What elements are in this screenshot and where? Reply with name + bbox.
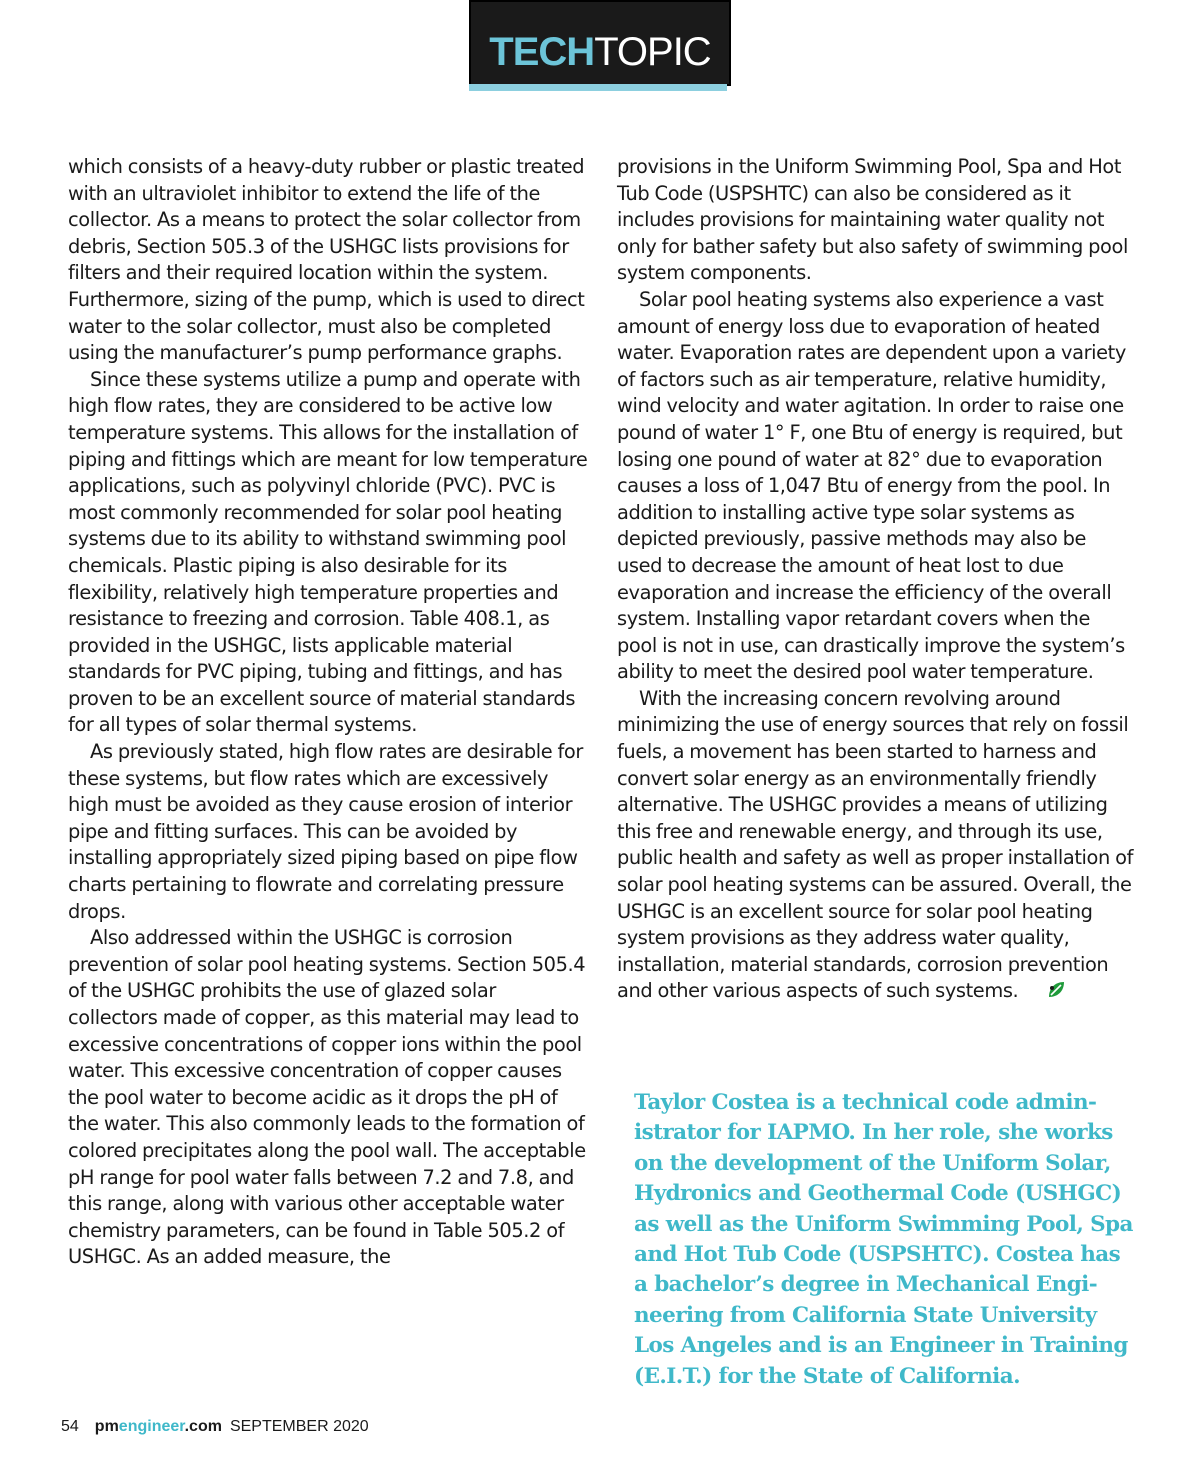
brand-pm: pm xyxy=(94,1418,119,1435)
header-topic: TOPIC xyxy=(594,30,711,74)
header-tech: TECH xyxy=(489,30,595,74)
left-paragraph-4: Also addressed within the USHGC is corrosion prevention of solar pool heating systems. Section 505.4 of the USHGC prohibits the use of glazed solar collectors made of copper, as this material may lead to excessive concentrations of copper ions within the pool water. This excessive concentration of copper causes the pool water to become acidic as it drops the pH of the water. This also commonly leads to the formation of colored precipitates along the pool wall. The acceptable pH range for pool water falls between 7.2 and 7.8, and this range, along with various other acceptable water chemistry parameters, can be found in Table 505.2 of USHGC. As an added measure, the xyxy=(68,926,586,1269)
brand-com: .com xyxy=(184,1418,222,1435)
left-paragraph-3: As previously stated, high flow rates are desirable for these systems, but flow rates which are excessively high must be avoided as they cause erosion of interior pipe and fitting surfaces. This can be avoided by installing appropriately sized piping based on pipe flow charts pertaining to flowrate and correlating pressure drops. xyxy=(68,740,583,923)
left-paragraph-2: Since these systems utilize a pump and operate with high flow rates, they are considered to be active low temperature systems. This allows for the installation of piping and fittings which are meant for low temperature applications, such as polyvinyl chloride (PVC). PVC is most commonly recommended for solar pool heating systems due to its ability to withstand swimming pool chemicals. Plastic piping is also desirable for its flexibility, relatively high temperature properties and resistance to freezing and corrosion. Table 408.1, as provided in the USHGC, lists applicable material standards for PVC piping, tubing and fittings, and has proven to be an excellent source of material standards for all types of solar thermal systems. xyxy=(68,367,588,737)
right-paragraph-2: Solar pool heating systems also experience a vast amount of energy loss due to evaporation of heated water. Evaporation rates are dependent upon a variety of factors such as air temperature, relative humidity, wind velocity and water agitation. In order to raise one pound of water 1° F, one Btu of energy is required, but losing one pound of water at 82° due to evaporation causes a loss of 1,047 Btu of energy from the pool. In addition to installing active type solar systems as depicted previously, passive methods may also be used to decrease the amount of heat lost to due evaporation and increase the efficiency of the overall system. Installing vapor retardant covers when the pool is not in use, can drastically improve the system’s ability to meet the desired pool water temperature. xyxy=(617,287,1126,684)
left-column xyxy=(68,154,588,1271)
right-paragraph-3 xyxy=(617,686,1135,1008)
right-column xyxy=(617,154,1135,1008)
section-header-underline xyxy=(469,84,727,91)
pme-leaf-icon xyxy=(1024,980,1066,1008)
left-paragraph-1: which consists of a heavy-duty rubber or plastic treated with an ultraviolet inhibitor to extend the life of the collector. As a means to protect the solar collector from debris, Section 505.3 of the USHGC lists provisions for filters and their required location within the system. Furthermore, sizing of the pump, which is used to direct water to the solar collector, must also be completed using the manufacturer’s pump performance graphs. xyxy=(68,155,585,365)
brand-engineer: engineer xyxy=(118,1418,185,1435)
page-footer xyxy=(61,1418,369,1436)
right-paragraph-3-text: With the increasing concern revolving around minimizing the use of energy sources that rely on fossil fuels, a movement has been started to harness and convert solar energy as an environmentally friendly alternative. The USHGC provides a means of utilizing this free and renewable energy, and through its use, public health and safety as well as proper installation of solar pool heating systems can be assured. Overall, the USHGC is an excellent source for solar pool heating system provisions as they address water quality, installation, material standards, corrosion prevention and other various aspects of such systems. xyxy=(617,686,1134,1003)
section-header-title xyxy=(469,28,731,76)
issue-date: SEPTEMBER 2020 xyxy=(229,1418,369,1435)
page-number: 54 xyxy=(61,1418,79,1435)
author-bio: Taylor Costea is a technical code administrator for IAPMO. In her role, she works on the development of the Uniform Solar, Hydronics and Geothermal Code (USHGC) as well as the Uniform Swimming Pool, Spa and Hot Tub Code (USPSHTC). Costea has a bachelor’s degree in Mechanical Engineering from California State University Los Angeles and is an Engineer in Training (E.I.T.) for the State of California. xyxy=(634,1090,1133,1389)
right-paragraph-1: provisions in the Uniform Swimming Pool, Spa and Hot Tub Code (USPSHTC) can also be considered as it includes provisions for maintaining water quality not only for bather safety but also safety of swimming pool system components. xyxy=(617,155,1128,285)
